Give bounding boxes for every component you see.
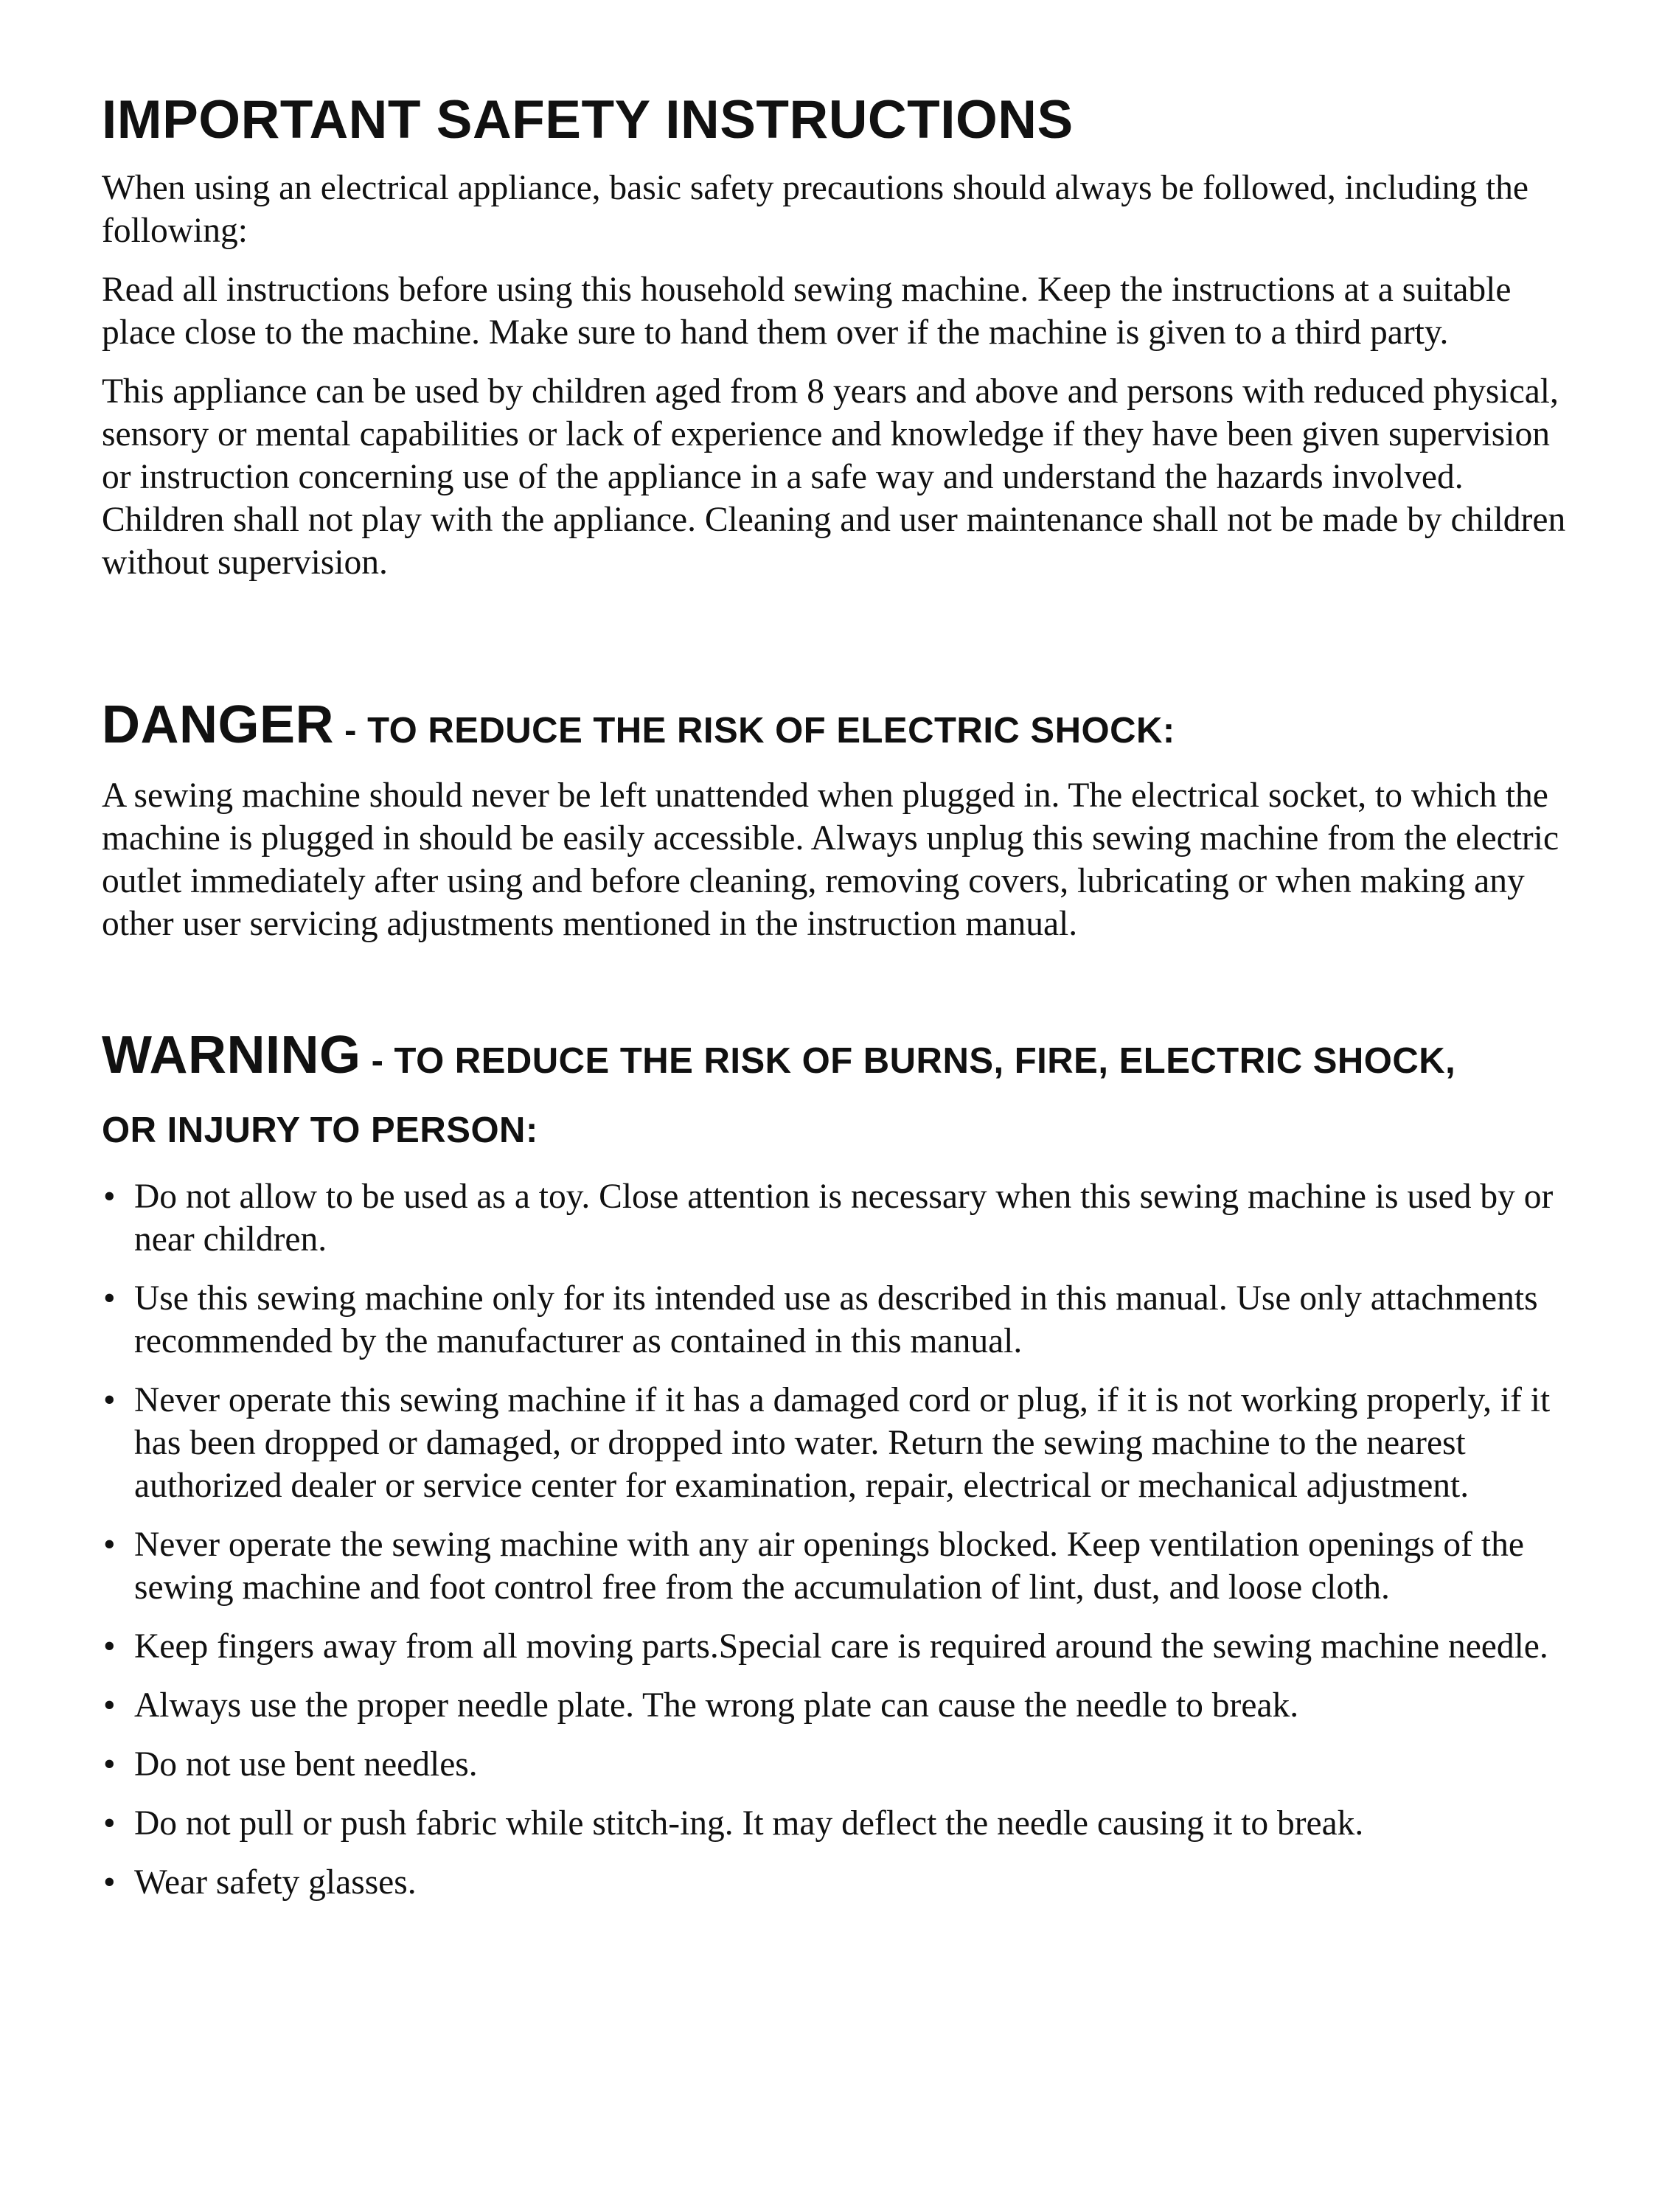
bullet-icon: •: [103, 1745, 116, 1784]
danger-dash: -: [334, 711, 368, 751]
bullet-icon: •: [103, 1279, 116, 1318]
list-item: [102, 1684, 1584, 1727]
intro-paragraph-1: When using an electrical appliance, basic safety precautions should always be followed, including the following:: [102, 169, 1528, 250]
list-item: [102, 1175, 1584, 1261]
intro-paragraph-3: This appliance can be used by children aged from 8 years and above and persons with reduced physical, sensory or mental capabilities or lack of experience and knowledge if they have been given supervision or instruction concerning use of the appliance in a safe way and understand the hazards involved. Children shall not play with the appliance. Cleaning and user maintenance shall not be made by children without supervision.: [102, 372, 1566, 582]
list-item-text: Do not allow to be used as a toy. Close attention is necessary when this sewing machine is used by or near children.: [134, 1178, 1554, 1259]
list-item: [102, 1379, 1584, 1507]
warning-dash: -: [361, 1041, 394, 1081]
list-item-text: Always use the proper needle plate. The wrong plate can cause the needle to break.: [134, 1686, 1299, 1725]
bullet-icon: •: [103, 1804, 116, 1843]
list-item-text: Do not pull or push fabric while stitch-ing. It may deflect the needle causing it to break.: [134, 1804, 1364, 1843]
bullet-icon: •: [103, 1686, 116, 1725]
danger-paragraph: A sewing machine should never be left unattended when plugged in. The electrical socket, to which the machine is plugged in should be easily accessible. Always unplug this sewing machine from the electric outlet immediately after using and before cleaning, removing covers, lubricating or when making any other user servicing adjustments mentioned in the instruction manual.: [102, 776, 1559, 943]
warning-heading: [102, 1025, 1584, 1100]
list-item: [102, 1523, 1584, 1609]
list-item: [102, 1861, 1584, 1904]
list-item-text: Do not use bent needles.: [134, 1745, 478, 1784]
danger-heading: [102, 695, 1584, 770]
danger-word: DANGER: [102, 695, 335, 754]
list-item: [102, 1277, 1584, 1363]
list-item-text: Never operate the sewing machine with any air openings blocked. Keep ventilation openings of the sewing machine and foot control free from the accumulation of lint, dust, and loose cloth.: [134, 1526, 1524, 1607]
bullet-icon: •: [103, 1627, 116, 1666]
intro-paragraph-2: Read all instructions before using this household sewing machine. Keep the instructions at a suitable place close to the machine. Make sure to hand them over if the machine is given to a third party.: [102, 271, 1512, 352]
bullet-icon: •: [103, 1526, 116, 1564]
bullet-icon: •: [103, 1863, 116, 1902]
list-item: [102, 1802, 1584, 1845]
list-item: [102, 1625, 1584, 1668]
list-item: [102, 1743, 1584, 1786]
danger-subtitle: TO REDUCE THE RISK OF ELECTRIC SHOCK:: [367, 711, 1175, 751]
list-item-text: Use this sewing machine only for its intended use as described in this manual. Use only attachments recommended by the manufacturer as contained in this manual.: [134, 1279, 1538, 1360]
list-item-text: Never operate this sewing machine if it has a damaged cord or plug, if it is not working properly, if it has been dropped or damaged, or dropped into water. Return the sewing machine to the nearest authorized dealer or service center for examination, repair, electrical or mechanical adjustment.: [134, 1381, 1551, 1505]
page-title: IMPORTANT SAFETY INSTRUCTIONS: [102, 90, 1074, 150]
warning-list: [102, 1175, 1584, 1904]
list-item-text: Wear safety glasses.: [134, 1863, 417, 1902]
bullet-icon: •: [103, 1178, 116, 1216]
warning-word: WARNING: [102, 1026, 361, 1085]
warning-subtitle-line-1: TO REDUCE THE RISK OF BURNS, FIRE, ELECTRIC SHOCK,: [394, 1041, 1456, 1081]
warning-subtitle-line-2: OR INJURY TO PERSON:: [102, 1110, 538, 1150]
bullet-icon: •: [103, 1381, 116, 1419]
list-item-text: Keep fingers away from all moving parts.Special care is required around the sewing machine needle.: [134, 1627, 1548, 1666]
document-page: [102, 88, 1584, 1920]
